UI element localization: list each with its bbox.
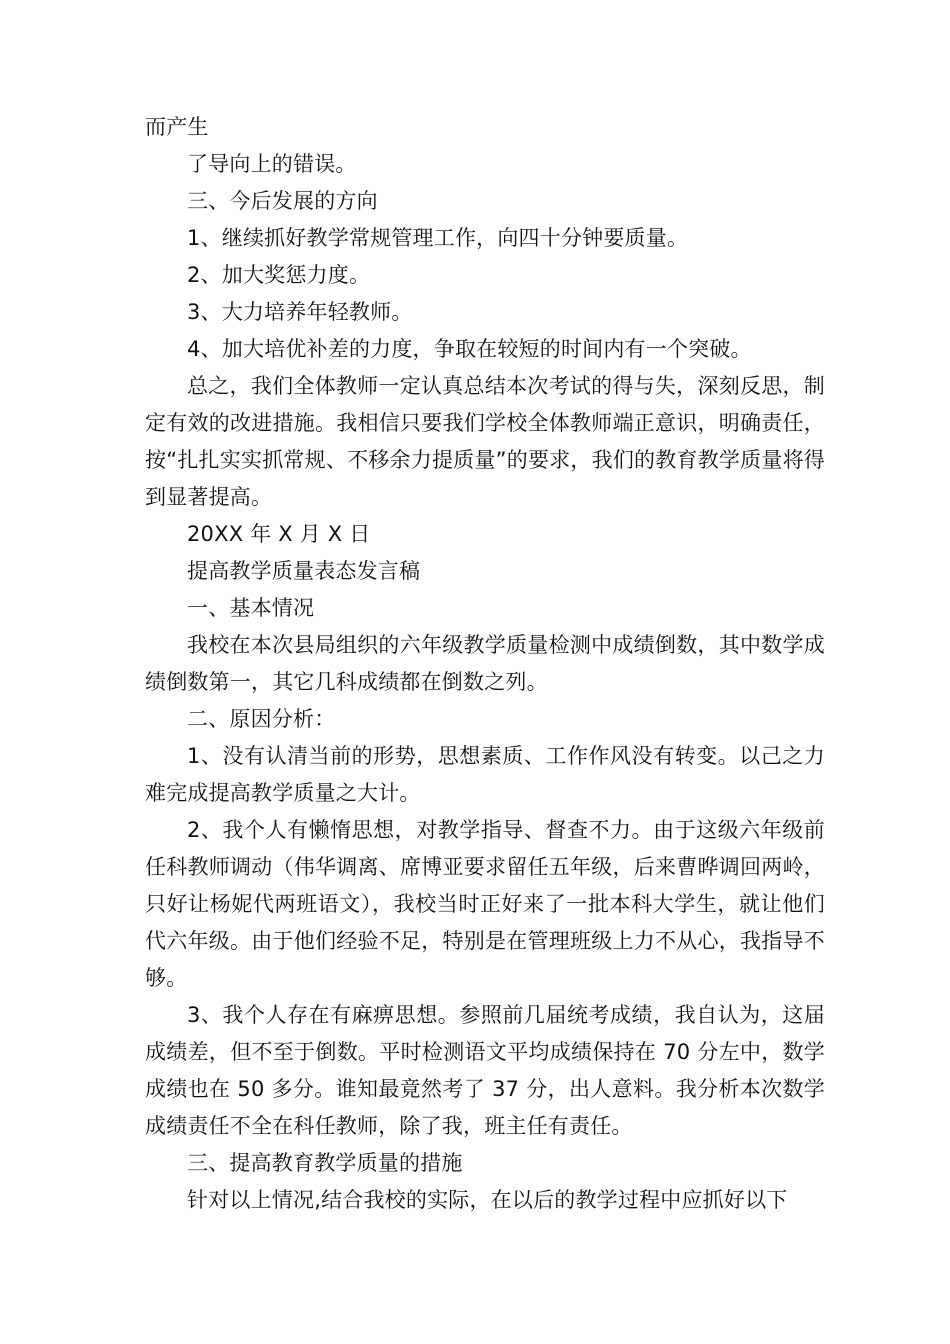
section-heading-cause-analysis: 二、原因分析： xyxy=(187,707,336,731)
section-heading-future-direction: 三、今后发展的方向 xyxy=(187,189,378,213)
paragraph-continuation-end: 了导向上的错误。 xyxy=(187,152,357,176)
list-item-4: 4、加大培优补差的力度，争取在较短的时间内有一个突破。 xyxy=(187,337,752,361)
list-item-1: 1、继续抓好教学常规管理工作，向四十分钟要质量。 xyxy=(187,226,689,250)
list-item-3: 3、大力培养年轻教师。 xyxy=(187,300,413,324)
date-line: 20XX 年 X 月 X 日 xyxy=(187,522,371,546)
paragraph-continuation: 而产生 xyxy=(145,115,209,139)
cause-item-2: 2、我个人有懒惰思想，对教学指导、督查不力。由于这级六年级前任科教师调动（伟华调离、席博亚要求留任五年级，后来曹晔调回两岭，只好让杨妮代两班语文），我校当时正好来了一批本科大学生，就让他们代六年级。由于他们经验不足，特别是在管理班级上力不从心，我指导不够。 xyxy=(145,818,825,990)
paragraph-summary: 总之，我们全体教师一定认真总结本次考试的得与失，深刻反思，制定有效的改进措施。我相信只要我们学校全体教师端正意识，明确责任，按“扎扎实实抓常规、不移余力提质量”的要求，我们的教育教学质量将得到显著提高。 xyxy=(145,374,825,509)
document-title: 提高教学质量表态发言稿 xyxy=(187,559,421,583)
paragraph-basic-situation: 我校在本次县局组织的六年级教学质量检测中成绩倒数，其中数学成绩倒数第一，其它几科成绩都在倒数之列。 xyxy=(145,633,825,694)
cause-item-1: 1、没有认清当前的形势，思想素质、工作作风没有转变。以己之力难完成提高教学质量之大计。 xyxy=(145,744,825,805)
section-heading-basic-situation: 一、基本情况 xyxy=(187,596,315,620)
section-heading-measures: 三、提高教育教学质量的措施 xyxy=(187,1151,463,1175)
paragraph-measures-intro: 针对以上情况,结合我校的实际，在以后的教学过程中应抓好以下 xyxy=(187,1188,788,1212)
cause-item-3: 3、我个人存在有麻痹思想。参照前几届统考成绩，我自认为，这届成绩差，但不至于倒数。平时检测语文平均成绩保持在 70 分左中，数学成绩也在 50 多分。谁知最竟然考了 37 分，出人意料。我分析本次数学成绩责任不全在科任教师，除了我，班主任有责任。 xyxy=(145,1003,825,1138)
document-body xyxy=(145,109,825,1219)
list-item-2: 2、加大奖惩力度。 xyxy=(187,263,371,287)
